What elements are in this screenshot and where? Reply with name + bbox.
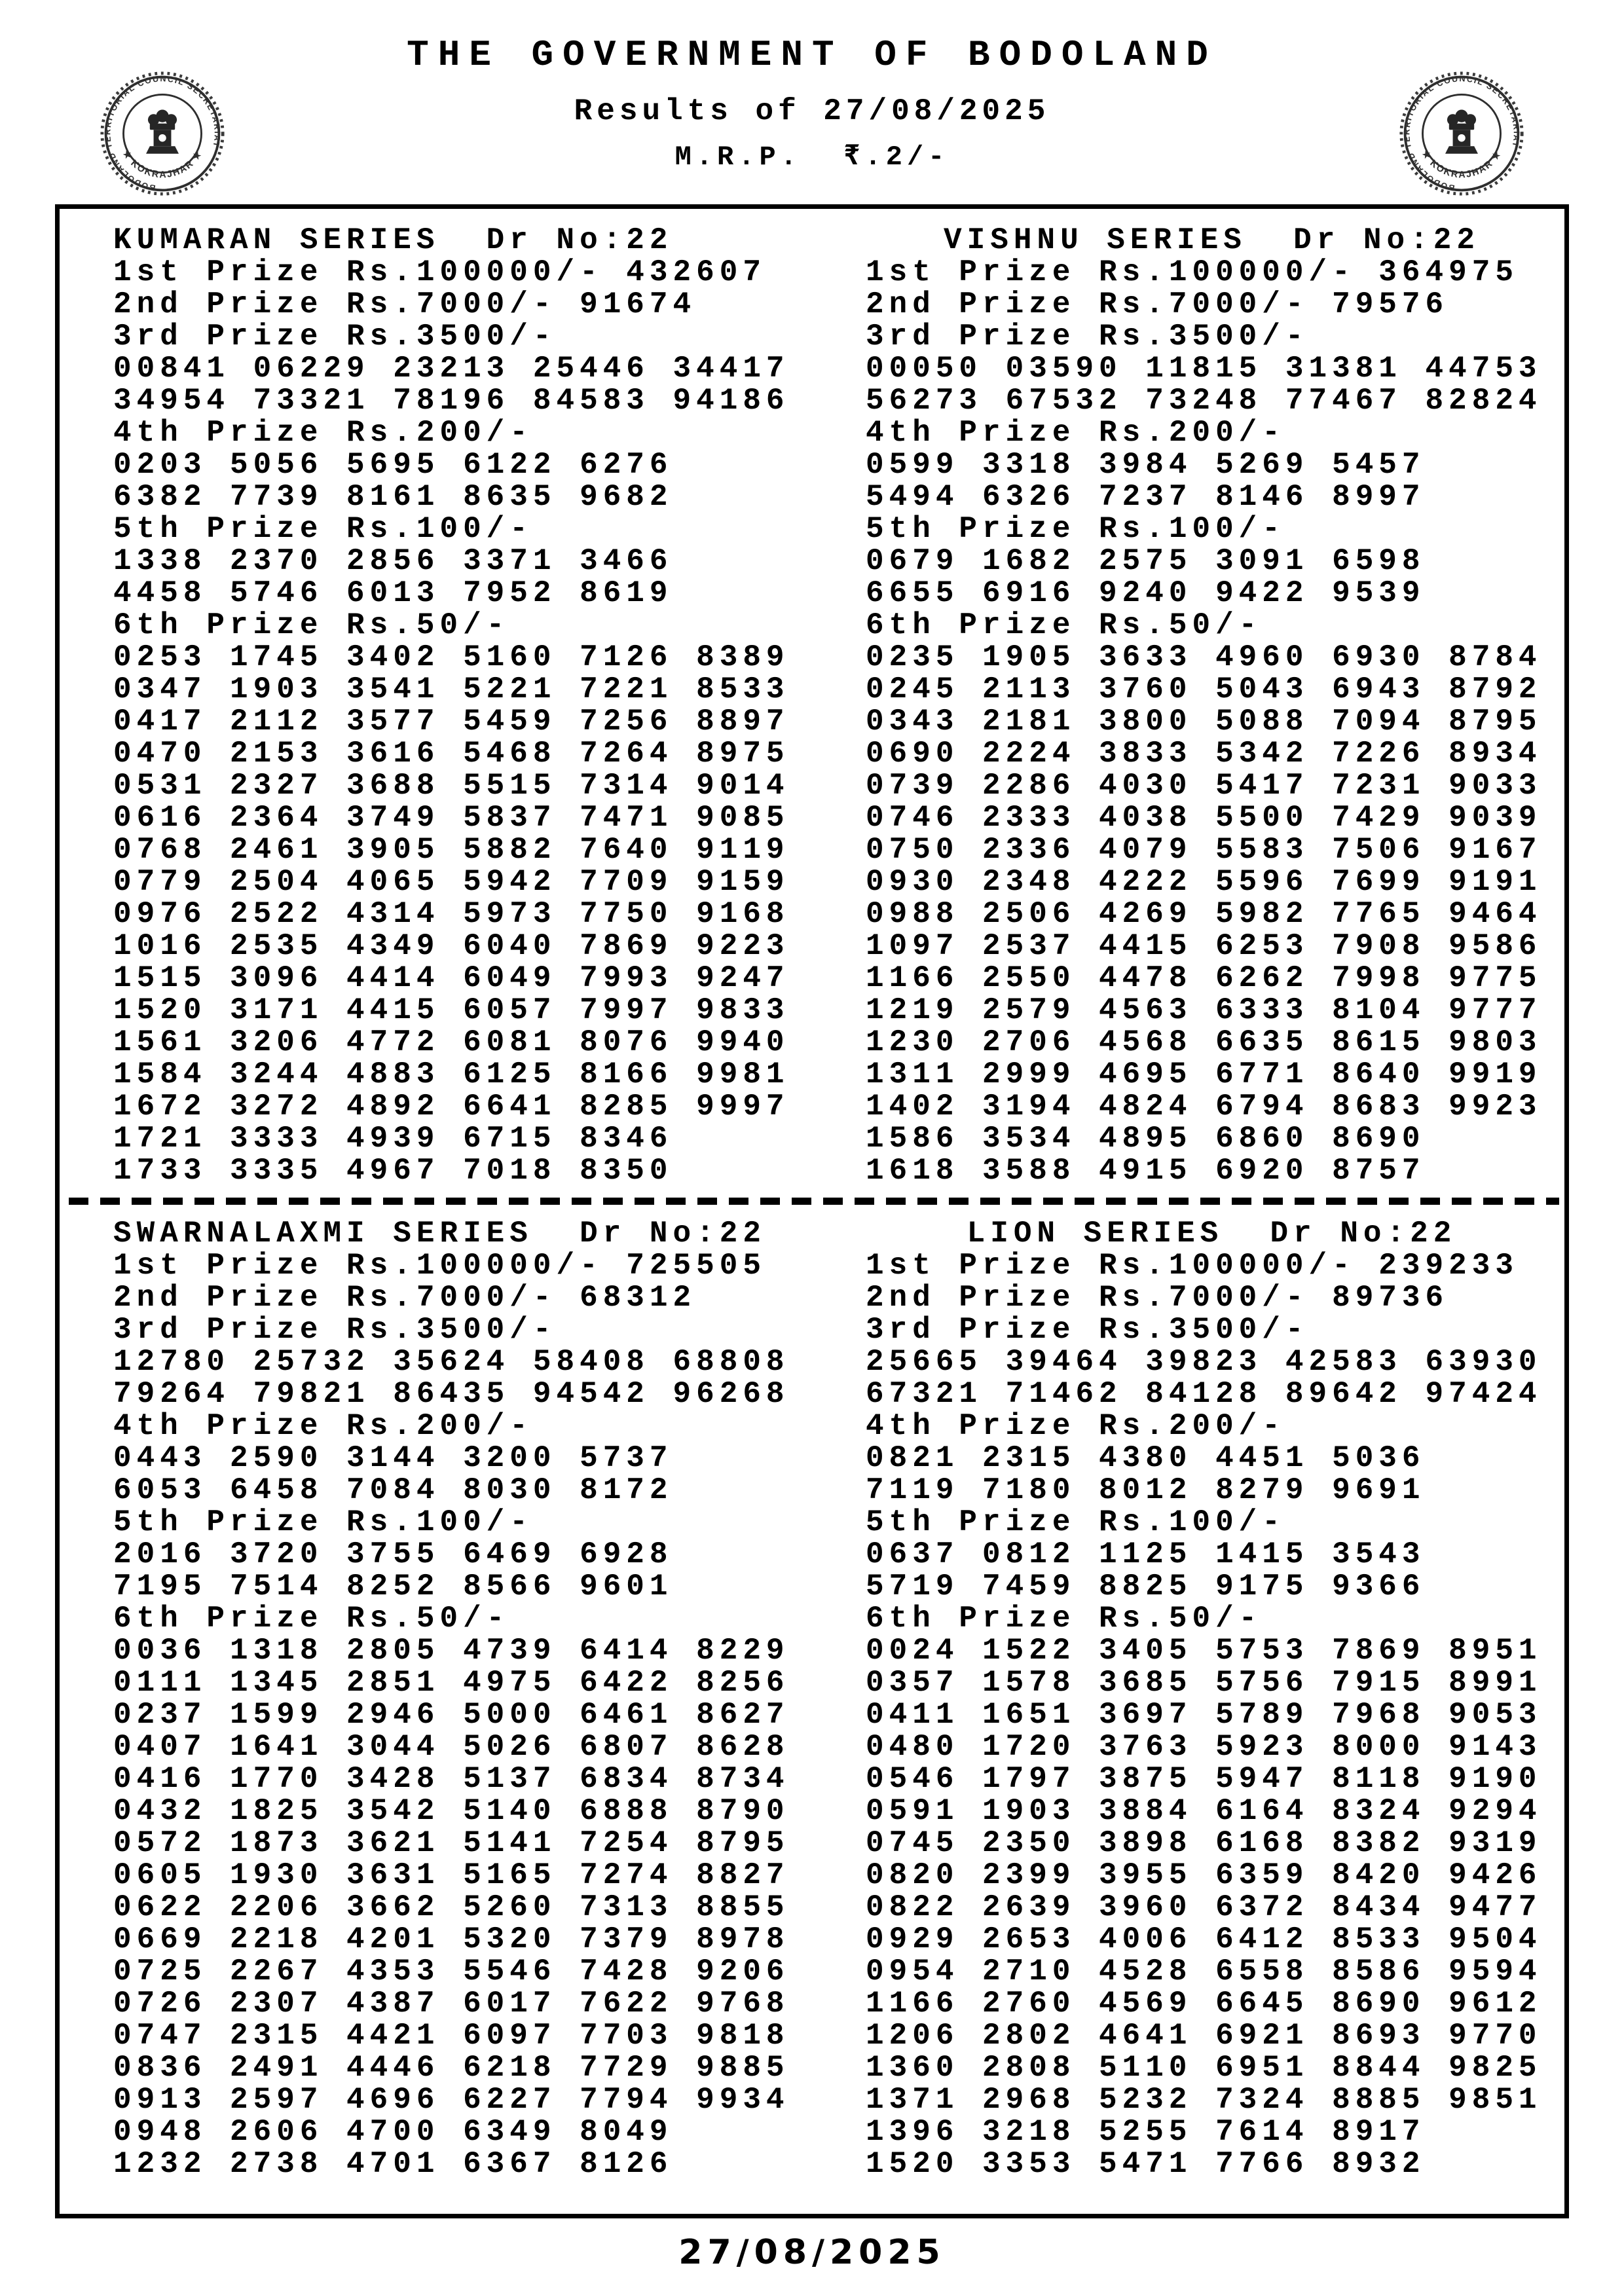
number-row: 0820 2399 3955 6359 8420 9426	[866, 1858, 1542, 1892]
prize-line: 1st Prize Rs.100000/- 725505	[113, 1249, 766, 1283]
number-row: 1166 2550 4478 6262 7998 9775	[866, 961, 1542, 995]
prize-label: 6th Prize Rs.50/-	[113, 608, 510, 642]
number-row: 00050 03590 11815 31381 44753	[866, 352, 1542, 386]
footer-date: 27/08/2025	[678, 2233, 946, 2272]
number-row: 5719 7459 8825 9175 9366	[866, 1570, 1426, 1604]
number-row: 0745 2350 3898 6168 8382 9319	[866, 1826, 1542, 1860]
number-row: 1166 2760 4569 6645 8690 9612	[866, 1987, 1542, 2021]
number-row: 0976 2522 4314 5973 7750 9168	[113, 897, 790, 931]
number-row: 0546 1797 3875 5947 8118 9190	[866, 1762, 1542, 1796]
number-row: 0637 0812 1125 1415 3543	[866, 1537, 1426, 1571]
results-bottom-half	[60, 1218, 1564, 2180]
number-row: 0948 2606 4700 6349 8049	[113, 2115, 673, 2149]
prize-label: 6th Prize Rs.50/-	[113, 1602, 510, 1636]
government-seal-right	[1399, 71, 1524, 196]
number-row: 1338 2370 2856 3371 3466	[113, 544, 673, 578]
number-row: 00841 06229 23213 25446 34417	[113, 352, 790, 386]
mrp-line: M.R.P. ₹.2/-	[674, 141, 950, 173]
number-row: 0726 2307 4387 6017 7622 9768	[113, 1987, 790, 2021]
number-row: 0253 1745 3402 5160 7126 8389	[113, 640, 790, 674]
dashed-divider	[69, 1198, 1559, 1205]
number-row: 1520 3353 5471 7766 8932	[866, 2147, 1426, 2181]
prize-label: 6th Prize Rs.50/-	[866, 1602, 1263, 1636]
section-kumaran-series	[60, 225, 812, 1187]
number-row: 1219 2579 4563 6333 8104 9777	[866, 993, 1542, 1027]
seal-ring-text: BODOLAND TERRITORIAL COUNCIL SECRETARIAT	[1402, 74, 1521, 193]
number-row: 0417 2112 3577 5459 7256 8897	[113, 705, 790, 739]
number-row: 1097 2537 4415 6253 7908 9586	[866, 929, 1542, 963]
number-row: 0347 1903 3541 5221 7221 8533	[113, 672, 790, 707]
number-row: 1371 2968 5232 7324 8885 9851	[866, 2083, 1542, 2117]
prize-line: 1st Prize Rs.100000/- 432607	[113, 255, 766, 289]
number-row: 1561 3206 4772 6081 8076 9940	[113, 1025, 790, 1059]
number-row: 1520 3171 4415 6057 7997 9833	[113, 993, 790, 1027]
number-row: 0245 2113 3760 5043 6943 8792	[866, 672, 1542, 707]
number-row: 0432 1825 3542 5140 6888 8790	[113, 1794, 790, 1828]
number-row: 0747 2315 4421 6097 7703 9818	[113, 2019, 790, 2053]
prize-line: 1st Prize Rs.100000/- 364975	[866, 255, 1519, 289]
number-row: 1232 2738 4701 6367 8126	[113, 2147, 673, 2181]
number-row: 1584 3244 4883 6125 8166 9981	[113, 1057, 790, 1092]
number-row: 0531 2327 3688 5515 7314 9014	[113, 769, 790, 803]
number-row: 0443 2590 3144 3200 5737	[113, 1441, 673, 1475]
number-row: 1230 2706 4568 6635 8615 9803	[866, 1025, 1542, 1059]
number-row: 7119 7180 8012 8279 9691	[866, 1473, 1426, 1507]
number-row: 56273 67532 73248 77467 82824	[866, 384, 1542, 418]
page-header	[0, 0, 1624, 204]
number-row: 0930 2348 4222 5596 7699 9191	[866, 865, 1542, 899]
prize-label: 4th Prize Rs.200/-	[866, 416, 1285, 450]
number-row: 79264 79821 86435 94542 96268	[113, 1377, 790, 1411]
number-row: 0407 1641 3044 5026 6807 8628	[113, 1730, 790, 1764]
number-row: 0768 2461 3905 5882 7640 9119	[113, 833, 790, 867]
prize-label: 3rd Prize Rs.3500/-	[113, 1313, 557, 1347]
number-row: 0203 5056 5695 6122 6276	[113, 448, 673, 482]
ashoka-pillar-emblem	[1445, 110, 1478, 154]
seal-bottom-text: ★ KOKRAJHAR ★	[1419, 148, 1504, 181]
prize-label: 3rd Prize Rs.3500/-	[866, 320, 1309, 354]
results-top-half	[60, 225, 1564, 1187]
section-vishnu-series	[812, 225, 1564, 1187]
number-row: 1016 2535 4349 6040 7869 9223	[113, 929, 790, 963]
prize-line: 2nd Prize Rs.7000/- 91674	[113, 287, 697, 321]
number-row: 6382 7739 8161 8635 9682	[113, 480, 673, 514]
number-row: 67321 71462 84128 89642 97424	[866, 1377, 1542, 1411]
section-lion-series	[812, 1218, 1564, 2180]
number-row: 0111 1345 2851 4975 6422 8256	[113, 1666, 790, 1700]
number-row: 0343 2181 3800 5088 7094 8795	[866, 705, 1542, 739]
number-row: 0357 1578 3685 5756 7915 8991	[866, 1666, 1542, 1700]
prize-label: 4th Prize Rs.200/-	[866, 1409, 1285, 1443]
seal-ring-text: BODOLAND TERRITORIAL COUNCIL SECRETARIAT	[103, 74, 222, 193]
prize-label: 3rd Prize Rs.3500/-	[866, 1313, 1309, 1347]
series-header: KUMARAN SERIES Dr No:22	[113, 223, 673, 257]
prize-line: 2nd Prize Rs.7000/- 89736	[866, 1281, 1449, 1315]
number-row: 0821 2315 4380 4451 5036	[866, 1441, 1426, 1475]
number-row: 1515 3096 4414 6049 7993 9247	[113, 961, 790, 995]
number-row: 12780 25732 35624 58408 68808	[113, 1345, 790, 1379]
number-row: 0913 2597 4696 6227 7794 9934	[113, 2083, 790, 2117]
number-row: 1586 3534 4895 6860 8690	[866, 1122, 1426, 1156]
number-row: 1396 3218 5255 7614 8917	[866, 2115, 1426, 2149]
number-row: 0591 1903 3884 6164 8324 9294	[866, 1794, 1542, 1828]
number-row: 1618 3588 4915 6920 8757	[866, 1154, 1426, 1188]
number-row: 0725 2267 4353 5546 7428 9206	[113, 1955, 790, 1989]
series-header: SWARNALAXMI SERIES Dr No:22	[113, 1217, 766, 1251]
number-row: 0739 2286 4030 5417 7231 9033	[866, 769, 1542, 803]
prize-label: 3rd Prize Rs.3500/-	[113, 320, 557, 354]
prize-line: 1st Prize Rs.100000/- 239233	[866, 1249, 1519, 1283]
number-row: 0690 2224 3833 5342 7226 8934	[866, 737, 1542, 771]
number-row: 0036 1318 2805 4739 6414 8229	[113, 1634, 790, 1668]
series-header: LION SERIES Dr No:22	[967, 1217, 1457, 1251]
number-row: 1360 2808 5110 6951 8844 9825	[866, 2051, 1542, 2085]
number-row: 1311 2999 4695 6771 8640 9919	[866, 1057, 1542, 1092]
number-row: 34954 73321 78196 84583 94186	[113, 384, 790, 418]
number-row: 0416 1770 3428 5137 6834 8734	[113, 1762, 790, 1796]
number-row: 0679 1682 2575 3091 6598	[866, 544, 1426, 578]
number-row: 0779 2504 4065 5942 7709 9159	[113, 865, 790, 899]
seal-bottom-text: ★ KOKRAJHAR ★	[120, 148, 205, 181]
number-row: 25665 39464 39823 42583 63930	[866, 1345, 1542, 1379]
number-row: 0235 1905 3633 4960 6930 8784	[866, 640, 1542, 674]
number-row: 0669 2218 4201 5320 7379 8978	[113, 1922, 790, 1956]
number-row: 0746 2333 4038 5500 7429 9039	[866, 801, 1542, 835]
ashoka-pillar-seal-icon	[1399, 71, 1524, 196]
number-row: 0237 1599 2946 5000 6461 8627	[113, 1698, 790, 1732]
section-swarnalaxmi-series	[60, 1218, 812, 2180]
prize-label: 5th Prize Rs.100/-	[866, 1505, 1285, 1539]
number-row: 1206 2802 4641 6921 8693 9770	[866, 2019, 1542, 2053]
prize-line: 2nd Prize Rs.7000/- 68312	[113, 1281, 697, 1315]
header-titles	[0, 34, 1624, 173]
number-row: 0822 2639 3960 6372 8434 9477	[866, 1890, 1542, 1924]
number-row: 0929 2653 4006 6412 8533 9504	[866, 1922, 1542, 1956]
number-row: 5494 6326 7237 8146 8997	[866, 480, 1426, 514]
number-row: 0605 1930 3631 5165 7274 8827	[113, 1858, 790, 1892]
number-row: 0750 2336 4079 5583 7506 9167	[866, 833, 1542, 867]
prize-label: 5th Prize Rs.100/-	[113, 1505, 533, 1539]
number-row: 0470 2153 3616 5468 7264 8975	[113, 737, 790, 771]
page-footer	[0, 2233, 1624, 2272]
number-row: 0954 2710 4528 6558 8586 9594	[866, 1955, 1542, 1989]
results-box	[55, 204, 1569, 2218]
number-row: 6053 6458 7084 8030 8172	[113, 1473, 673, 1507]
number-row: 6655 6916 9240 9422 9539	[866, 576, 1426, 610]
number-row: 4458 5746 6013 7952 8619	[113, 576, 673, 610]
number-row: 0836 2491 4446 6218 7729 9885	[113, 2051, 790, 2085]
prize-label: 6th Prize Rs.50/-	[866, 608, 1263, 642]
number-row: 0988 2506 4269 5982 7765 9464	[866, 897, 1542, 931]
number-row: 1733 3335 4967 7018 8350	[113, 1154, 673, 1188]
number-row: 1402 3194 4824 6794 8683 9923	[866, 1090, 1542, 1124]
number-row: 0616 2364 3749 5837 7471 9085	[113, 801, 790, 835]
number-row: 1672 3272 4892 6641 8285 9997	[113, 1090, 790, 1124]
results-date-subtitle: Results of 27/08/2025	[574, 94, 1050, 128]
prize-label: 5th Prize Rs.100/-	[113, 512, 533, 546]
number-row: 0024 1522 3405 5753 7869 8951	[866, 1634, 1542, 1668]
prize-label: 4th Prize Rs.200/-	[113, 1409, 533, 1443]
number-row: 0599 3318 3984 5269 5457	[866, 448, 1426, 482]
number-row: 2016 3720 3755 6469 6928	[113, 1537, 673, 1571]
series-header: VISHNU SERIES Dr No:22	[944, 223, 1480, 257]
number-row: 0480 1720 3763 5923 8000 9143	[866, 1730, 1542, 1764]
prize-label: 4th Prize Rs.200/-	[113, 416, 533, 450]
number-row: 0411 1651 3697 5789 7968 9053	[866, 1698, 1542, 1732]
number-row: 0572 1873 3621 5141 7254 8795	[113, 1826, 790, 1860]
number-row: 7195 7514 8252 8566 9601	[113, 1570, 673, 1604]
prize-label: 5th Prize Rs.100/-	[866, 512, 1285, 546]
number-row: 1721 3333 4939 6715 8346	[113, 1122, 673, 1156]
page-title: THE GOVERNMENT OF BODOLAND	[407, 34, 1217, 76]
prize-line: 2nd Prize Rs.7000/- 79576	[866, 287, 1449, 321]
number-row: 0622 2206 3662 5260 7313 8855	[113, 1890, 790, 1924]
